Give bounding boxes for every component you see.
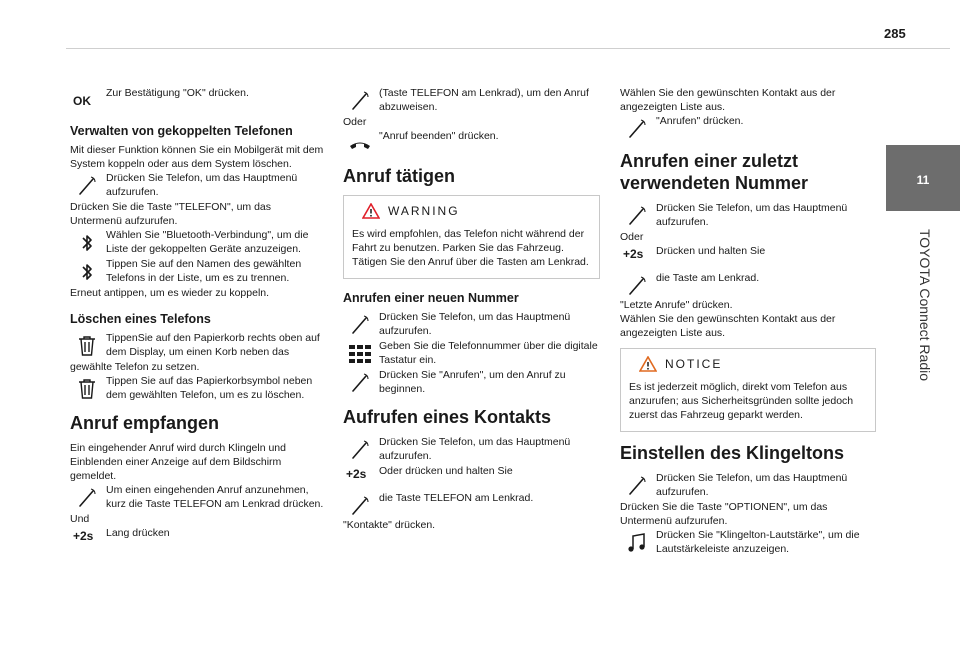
- step-item: [620, 528, 876, 556]
- step-item: [343, 491, 600, 517]
- heading-receive-call: Anruf empfangen: [70, 413, 220, 433]
- step-item: [343, 310, 600, 338]
- step-text: Drücken Sie Telefon, um das Hauptmenü aufzurufen.: [656, 202, 848, 228]
- heading-ringtone: Einstellen des Klingeltons: [620, 443, 845, 463]
- tap-icon: [346, 89, 374, 113]
- notice-title: NOTICE: [665, 357, 723, 371]
- music-note-icon: [623, 531, 651, 555]
- step-item: [343, 368, 600, 396]
- heading-manage-paired: Verwalten von gekoppelten Telefonen: [70, 124, 293, 138]
- warning-triangle-icon: [362, 203, 380, 219]
- trash-icon: [73, 334, 101, 358]
- step-item: [70, 483, 325, 511]
- step-text: Drücken Sie Telefon, um das Hauptmenü aufzurufen.: [656, 472, 848, 498]
- step-text: Tippen Sie auf den Namen des gewählten Telefons in der Liste, um es zu trennen.: [106, 258, 302, 284]
- step-text: Drücken und halten Sie: [656, 245, 766, 257]
- heading-open-contact: Aufrufen eines Kontakts: [343, 407, 552, 427]
- step-item: [343, 86, 600, 114]
- step-item: [620, 271, 876, 297]
- step-text: (Taste TELEFON am Lenkrad), um den Anruf abzuweisen.: [379, 87, 589, 113]
- hold-2s-icon: +2s: [73, 529, 94, 543]
- step-text: Drücken Sie Telefon, um das Hauptmenü aufzurufen.: [106, 172, 298, 198]
- step-item: [343, 339, 600, 367]
- step-item: [343, 129, 600, 155]
- step-text: die Taste am Lenkrad.: [656, 272, 760, 284]
- tap-icon: [346, 371, 374, 395]
- step-text: Tippen Sie auf das Papierkorbsymbol neben dem gewählten Telefon, um es zu löschen.: [106, 375, 313, 401]
- notice-box: [620, 348, 876, 432]
- step-item: [620, 471, 876, 499]
- bluetooth-icon: [73, 260, 101, 284]
- column-left: [70, 86, 325, 553]
- step-text: Zur Bestätigung "OK" drücken.: [106, 87, 249, 99]
- header-rule: [66, 48, 950, 49]
- step-item: [620, 201, 876, 229]
- keypad-icon: [346, 342, 374, 366]
- chapter-number: 11: [916, 173, 930, 187]
- step-item: [343, 435, 600, 463]
- step-text: Geben Sie die Telefonnummer über die digitale Tastatur ein.: [379, 340, 598, 366]
- hang-up-icon: [346, 132, 374, 156]
- step-item: [70, 374, 325, 402]
- step-text: "Anruf beenden" drücken.: [379, 130, 499, 142]
- step-text: Lang drücken: [106, 527, 170, 539]
- heading-make-call: Anruf tätigen: [343, 166, 455, 186]
- ok-icon: OK: [73, 94, 91, 108]
- chapter-tab: [886, 145, 960, 211]
- warning-box: [343, 195, 600, 279]
- step-item: [620, 244, 876, 270]
- step-text: Wählen Sie "Bluetooth-Verbindung", um die Liste der gekoppelten Geräte anzuzeigen.: [106, 229, 309, 255]
- tap-icon: [623, 117, 651, 141]
- notice-text: Es ist jederzeit möglich, direkt vom Telefon aus anzurufen; aus Sicherheitsgründen sollte jedoch zuerst das Fahrzeug geparkt werden.: [629, 381, 854, 421]
- paragraph: "Letzte Anrufe" drücken.: [620, 299, 733, 311]
- paragraph: Ein eingehender Anruf wird durch Klingeln und Einblenden einer Anzeige auf dem Bildschirm gemeldet.: [70, 442, 286, 482]
- step-item: [70, 257, 325, 285]
- step-text: Drücken Sie "Anrufen", um den Anruf zu beginnen.: [379, 369, 566, 395]
- paragraph: Oder: [620, 231, 644, 243]
- chapter-title: TOYOTA Connect Radio: [917, 229, 933, 381]
- step-item: [70, 171, 325, 199]
- step-item: [70, 331, 325, 359]
- step-item: [70, 526, 325, 552]
- tap-icon: [346, 313, 374, 337]
- paragraph: Mit dieser Funktion können Sie ein Mobilgerät mit dem System koppeln oder aus dem System löschen.: [70, 144, 324, 170]
- paragraph: Wählen Sie den gewünschten Kontakt aus der angezeigten Liste aus.: [620, 313, 836, 339]
- tap-icon: [623, 204, 651, 228]
- hold-2s-icon: +2s: [346, 467, 367, 481]
- trash-icon: [73, 377, 101, 401]
- column-middle: [343, 86, 600, 532]
- tap-icon: [623, 474, 651, 498]
- paragraph: Drücken Sie die Taste "TELEFON", um das Untermenü aufzurufen.: [70, 201, 272, 227]
- step-text: TippenSie auf den Papierkorb rechts oben auf dem Display, um einen Korb neben das: [106, 332, 320, 358]
- warning-title: WARNING: [388, 204, 460, 218]
- step-text: "Anrufen" drücken.: [656, 115, 744, 127]
- step-text: Drücken Sie Telefon, um das Hauptmenü aufzurufen.: [379, 436, 571, 462]
- page-number: 285: [884, 26, 906, 41]
- step-confirm-ok: [70, 86, 325, 112]
- step-item: [343, 464, 600, 490]
- paragraph: Oder: [343, 116, 367, 128]
- tap-icon: [73, 486, 101, 510]
- step-text: die Taste TELEFON am Lenkrad.: [379, 492, 534, 504]
- heading-delete-phone: Löschen eines Telefons: [70, 312, 211, 326]
- hold-2s-icon: +2s: [623, 247, 644, 261]
- tap-icon: [346, 494, 374, 518]
- tap-icon: [623, 274, 651, 298]
- paragraph: Drücken Sie die Taste "OPTIONEN", um das Untermenü aufzurufen.: [620, 501, 828, 527]
- notice-triangle-icon: [639, 356, 657, 372]
- heading-new-number: Anrufen einer neuen Nummer: [343, 291, 519, 305]
- step-item: [70, 228, 325, 256]
- tap-bluetooth-icon: [73, 231, 101, 255]
- step-item: [620, 114, 876, 140]
- step-text: Drücken Sie "Klingelton-Lautstärke", um die Lautstärkeleiste anzuzeigen.: [656, 529, 860, 555]
- paragraph: Und: [70, 513, 90, 525]
- heading-last-number: Anrufen einer zuletzt verwendeten Nummer: [620, 151, 809, 193]
- paragraph: Wählen Sie den gewünschten Kontakt aus der angezeigten Liste aus.: [620, 87, 836, 113]
- step-text: Oder drücken und halten Sie: [379, 465, 513, 477]
- tap-icon: [346, 438, 374, 462]
- column-right: [620, 86, 876, 557]
- step-text: Um einen eingehenden Anruf anzunehmen, kurz die Taste TELEFON am Lenkrad drücken.: [106, 484, 324, 510]
- paragraph: "Kontakte" drücken.: [343, 519, 436, 531]
- paragraph: Erneut antippen, um es wieder zu koppeln.: [70, 287, 270, 299]
- paragraph: gewählte Telefon zu setzen.: [70, 361, 200, 373]
- warning-text: Es wird empfohlen, das Telefon nicht während der Fahrt zu benutzen. Parken Sie das Fahrzeug. Tätigen Sie den Anruf über die Tasten am Lenkrad.: [352, 228, 589, 268]
- step-text: Drücken Sie Telefon, um das Hauptmenü aufzurufen.: [379, 311, 571, 337]
- tap-icon: [73, 174, 101, 198]
